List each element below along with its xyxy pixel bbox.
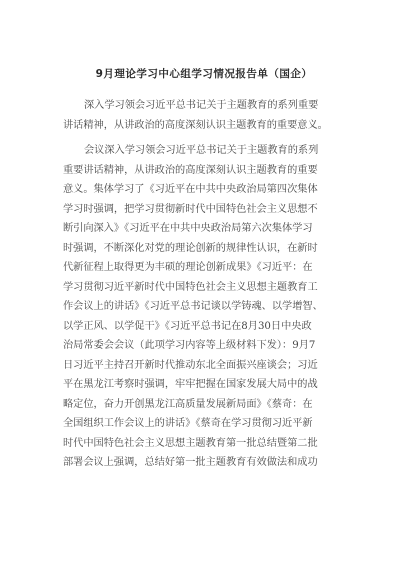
paragraph-2-line: 部署会议上强调，总结好第一批主题教育有效做法和成功	[63, 457, 318, 468]
paragraph-1-line: 讲话精神，从讲政治的高度深刻认识主题教育的重要意义。	[63, 119, 328, 131]
paragraph-2-line: 时强调，不断深化对党的理论创新的规律性认识，在新时	[63, 242, 318, 254]
paragraph-2-line: 全国组织工作会议上的讲话》《蔡奇在学习贯彻习近平新	[63, 418, 313, 429]
paragraph-2-line: 意义。集体学习了《习近平在中共中央政治局第四次集体	[63, 184, 318, 195]
paragraph-2-line: 代新征程上取得更为丰硕的理论创新成果》《习近平：在	[63, 262, 313, 273]
paragraph-2-line: 作会议上的讲话》《习近平总书记谈以学铸魂、以学增智、	[63, 301, 323, 312]
paragraph-2-line: 重要讲话精神，从讲政治的高度深刻认识主题教育的重要	[63, 164, 318, 176]
paragraph-1-line: 深入学习领会习近平总书记关于主题教育的系列重要	[84, 100, 319, 111]
paragraph-2-line: 学习贯彻习近平新时代中国特色社会主义思想主题教育工	[63, 281, 318, 293]
paragraph-2-line: 略定位，奋力开创黑龙江高质量发展新局面》《蔡奇：在	[63, 398, 313, 410]
paragraph-2-line: 断引向深入》《习近平在中共中央政治局第六次集体学习	[63, 223, 313, 234]
document-body	[63, 96, 348, 473]
paragraph-2-line: 以学正风、以学促干》《习近平总书记在8月30日中央政	[63, 320, 312, 332]
paragraph-2-line: 日习近平主持召开新时代推动东北全面振兴座谈会；习近	[63, 359, 318, 371]
paragraph-2-line: 平在黑龙江考察时强调，牢牢把握在国家发展大局中的战	[63, 379, 318, 390]
paragraph-2-line: 学习时强调，把学习贯彻新时代中国特色社会主义思想不	[63, 203, 318, 215]
paragraph-2-line: 会议深入学习领会习近平总书记关于主题教育的系列	[84, 145, 319, 156]
paragraph-2-line: 治局常委会会议（此项学习内容等上级材料下发）：9月7	[63, 340, 316, 351]
paragraph-2-line: 时代中国特色社会主义思想主题教育第一批总结暨第二批	[63, 437, 318, 449]
document-title: 9月理论学习中心组学习情况报告单（国企）	[95, 68, 313, 80]
